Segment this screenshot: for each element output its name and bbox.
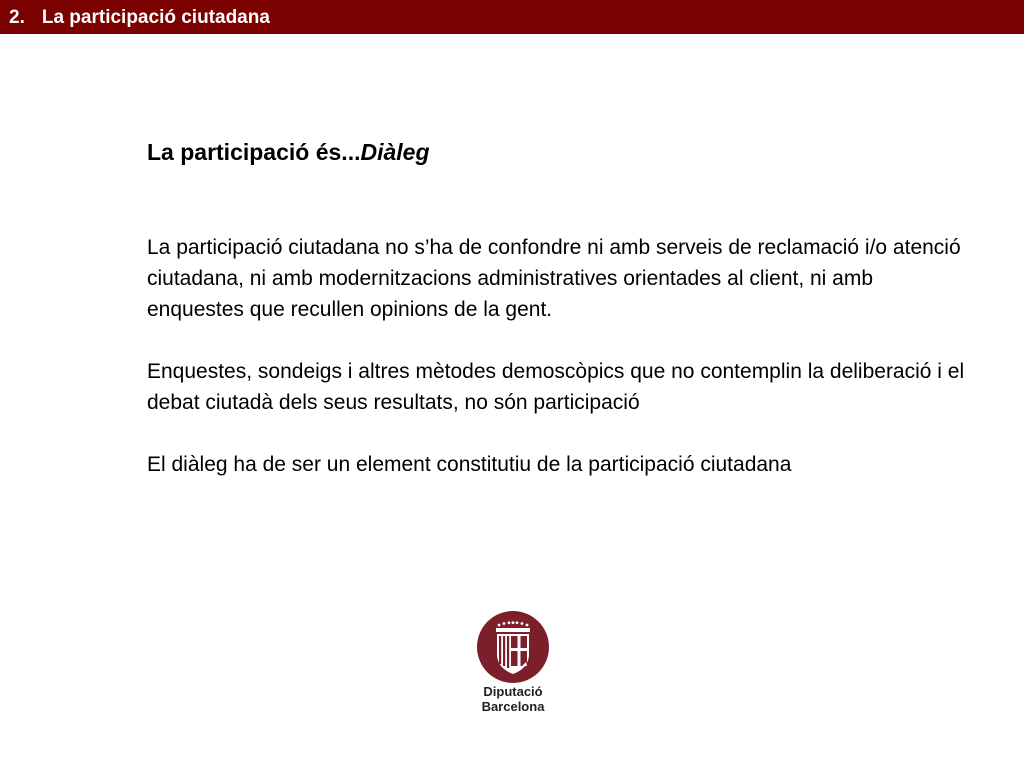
- slide-content: [147, 136, 967, 511]
- logo-text-line-1: Diputació: [483, 684, 543, 699]
- section-title: La participació ciutadana: [41, 6, 270, 28]
- body-paragraph-2: Enquestes, sondeigs i altres mètodes demoscòpics que no contemplin la deliberació i el debat ciutadà dels seus resultats, no són participació: [147, 360, 965, 414]
- section-header-bar: [0, 0, 1024, 34]
- body-paragraph-3: El diàleg ha de ser un element constitutiu de la participació ciutadana: [147, 453, 792, 476]
- logo-text-line-2: Barcelona: [481, 699, 545, 714]
- logo-text: [475, 684, 551, 714]
- slide-title-prefix: La participació és...: [147, 139, 361, 165]
- diputacio-barcelona-shield-icon: [476, 610, 550, 684]
- body-paragraph-1: La participació ciutadana no s’ha de confondre ni amb serveis de reclamació i/o atenció ciutadana, ni amb modernitzacions administratives orientades al client, ni amb enquestes que recullen opinions de la gent.: [147, 236, 961, 321]
- slide-title-emphasis: Diàleg: [360, 139, 430, 165]
- diputacio-barcelona-logo: [475, 610, 551, 718]
- slide-title: [147, 136, 967, 168]
- section-number: 2.: [9, 6, 25, 28]
